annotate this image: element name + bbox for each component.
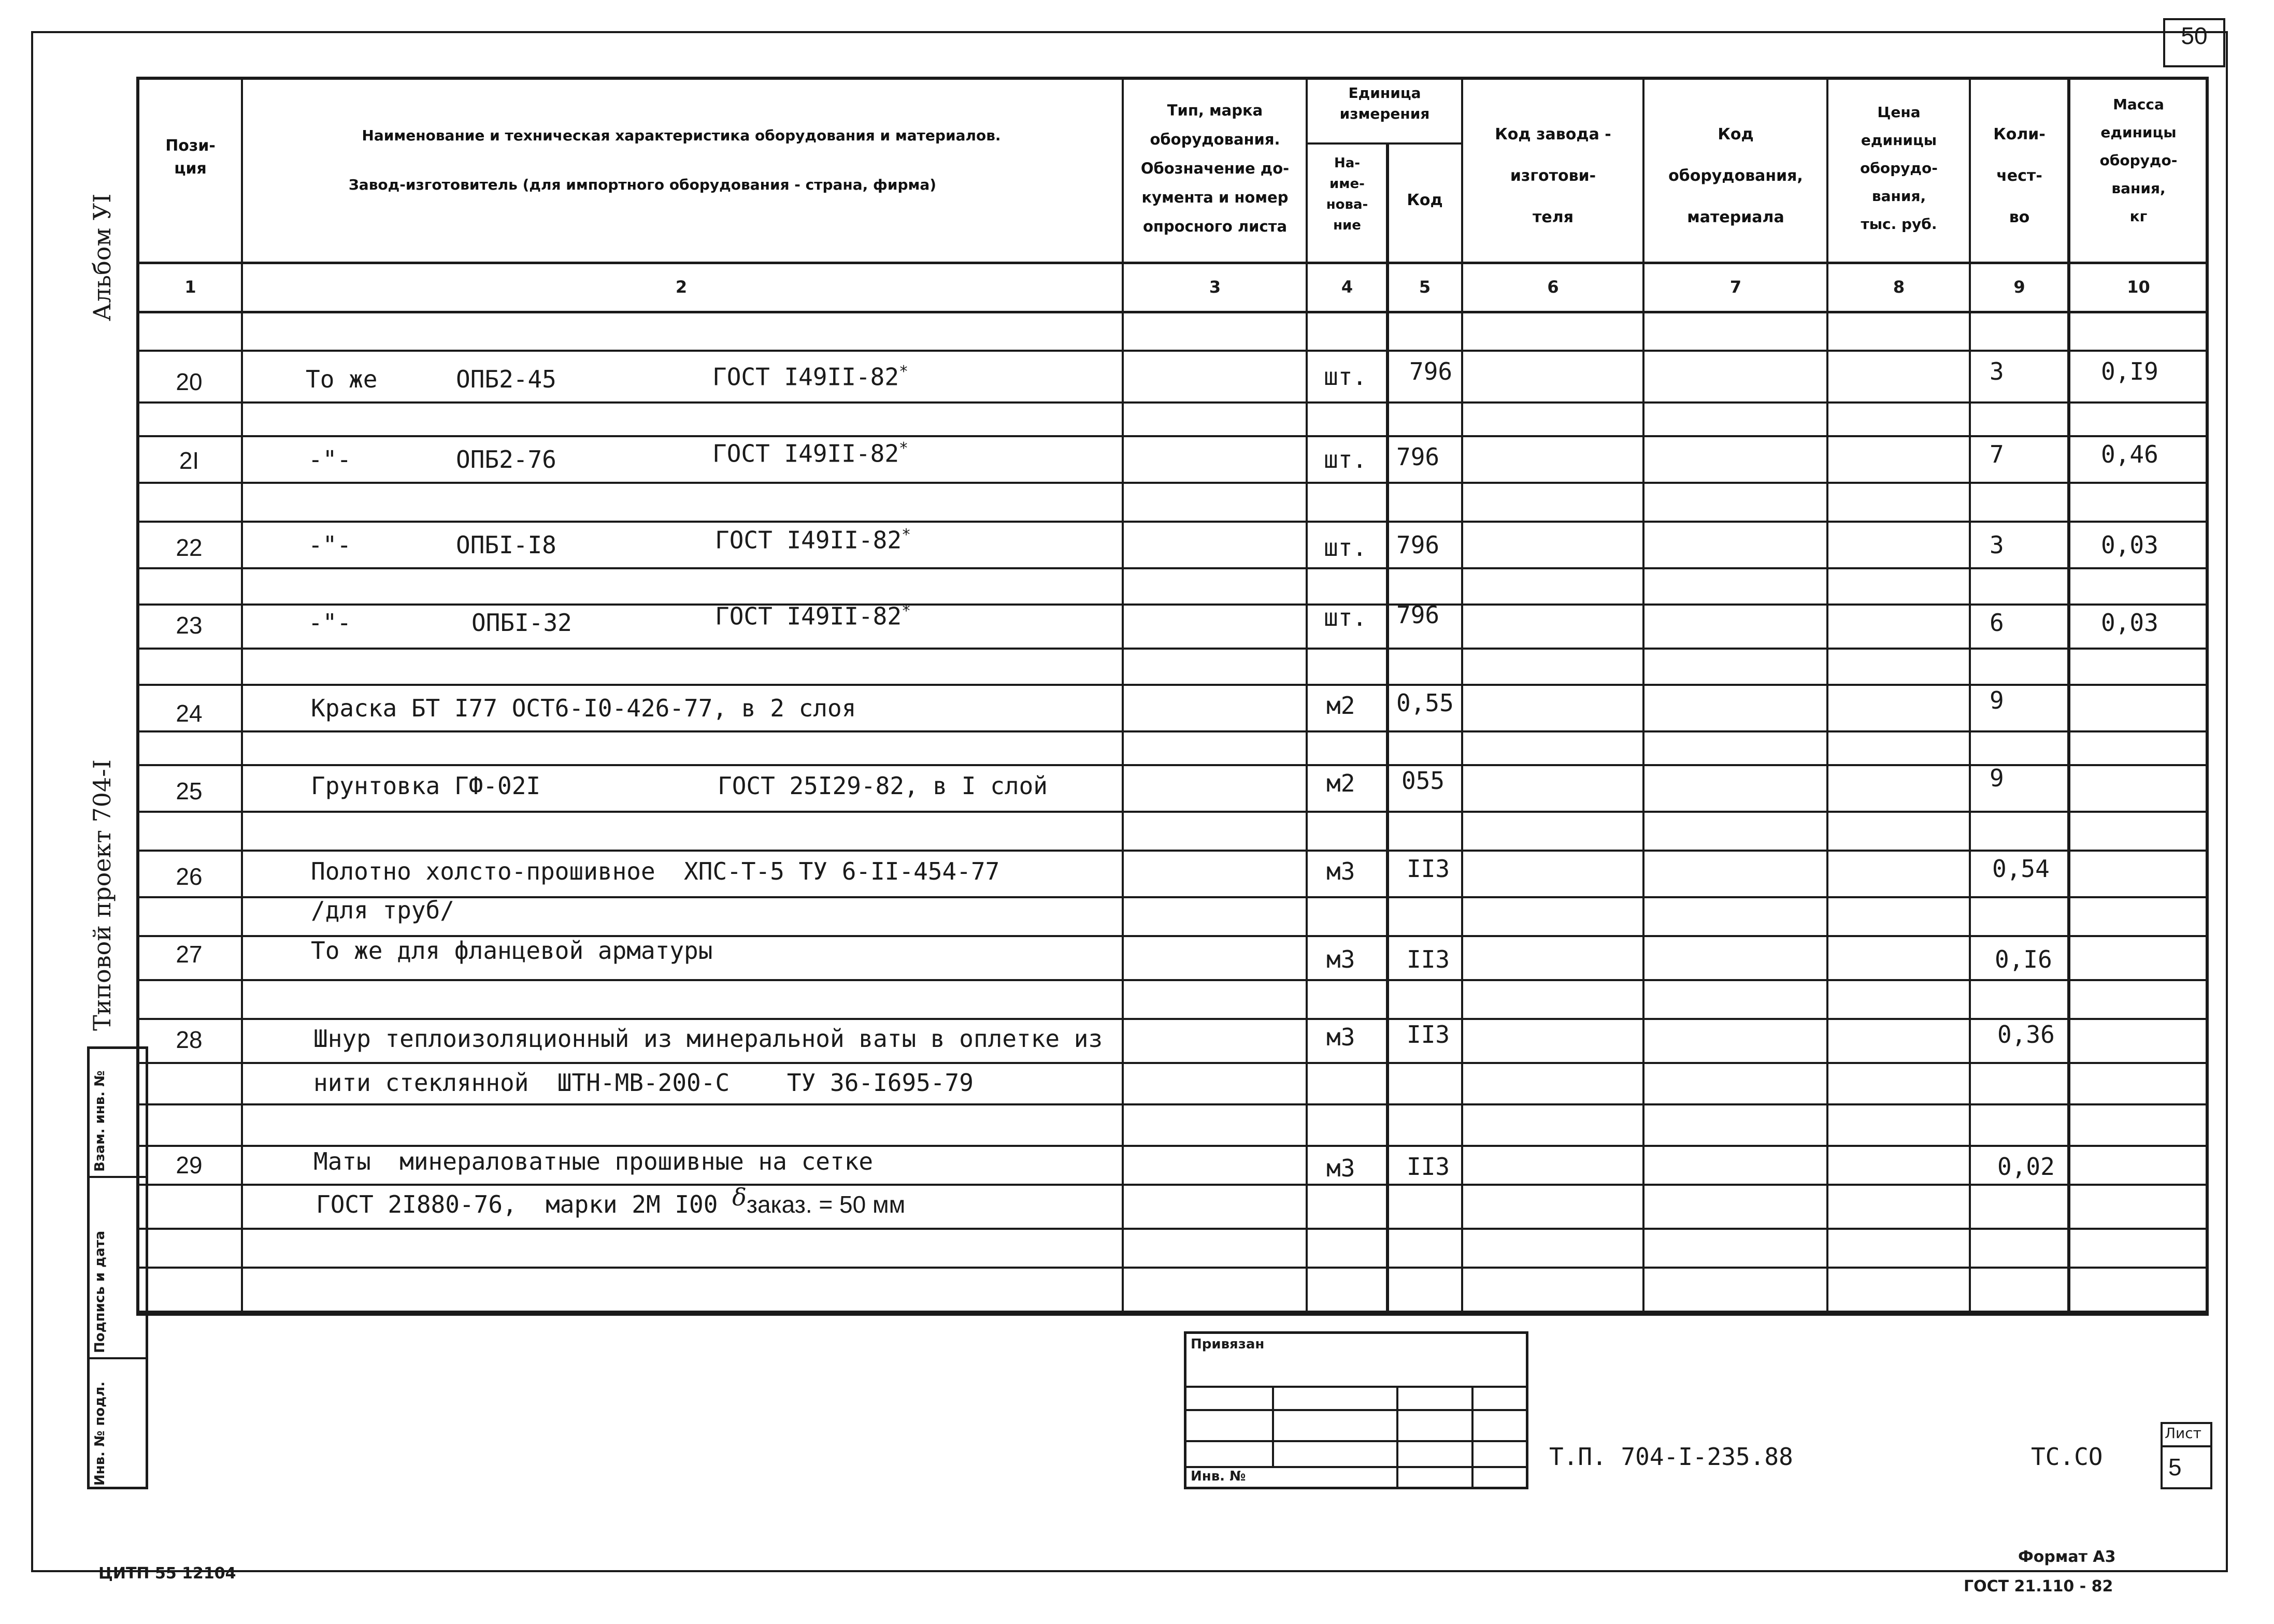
- col-line-1: [241, 77, 243, 1312]
- stamp-line-3: [1184, 1440, 1528, 1442]
- header-price: Цена единицы оборудо- вания, тыс. руб.: [1860, 104, 1938, 233]
- row-23-code: 796: [1396, 601, 1440, 629]
- project-label: Типовой проект 704-I: [88, 759, 116, 1031]
- doc-mark: ТС.СО: [2031, 1443, 2103, 1471]
- stamp-line-2: [1184, 1409, 1528, 1411]
- row-line: [136, 521, 2209, 523]
- row-27-qty: 0,I6: [1995, 945, 2052, 973]
- stamp-vline-3: [1471, 1386, 1474, 1489]
- colnum-5: 5: [1419, 277, 1431, 297]
- row-line: [136, 1103, 2209, 1105]
- stamp-line-4: [1184, 1466, 1528, 1468]
- row-22-mark: ОПБI-I8: [456, 531, 556, 559]
- inv-podl-label: Инв. № подл.: [92, 1381, 108, 1486]
- row-21-mass: 0,46: [2101, 440, 2158, 468]
- row-line: [136, 979, 2209, 981]
- row-line: [136, 811, 2209, 813]
- delta-symbol: δ: [732, 1183, 747, 1211]
- row-26-name-line2: /для труб/: [311, 896, 454, 924]
- row-28-unit: м3: [1326, 1023, 1355, 1051]
- row-line: [136, 1228, 2209, 1230]
- row-line: [136, 350, 2209, 352]
- header-quantity: Коли- чест- во: [1993, 125, 2046, 226]
- row-23-mass: 0,03: [2101, 609, 2158, 637]
- row-line: [136, 1062, 2209, 1064]
- colnum-6: 6: [1547, 277, 1559, 297]
- header-unit: Единица измерения: [1339, 84, 1430, 122]
- row-24-qty: 9: [1990, 686, 2004, 714]
- row-20-code: 796: [1409, 357, 1453, 385]
- row-line: [136, 648, 2209, 650]
- header-position: Пози- ция: [165, 137, 216, 178]
- table-bottom-line: [136, 1311, 2209, 1314]
- col-line-3: [1306, 77, 1308, 1312]
- sheet-number-top: 50: [2181, 22, 2208, 49]
- header-name-line1: Наименование и техническая характеристика оборудования и материалов.: [362, 127, 1001, 144]
- footer-left: ЦИТП 55 12104: [98, 1564, 236, 1583]
- column-number-row-line: [136, 311, 2209, 313]
- header-mass: Масса единицы оборудо- вания, кг: [2099, 96, 2178, 225]
- row-25-position: 25: [176, 778, 203, 804]
- row-24-position: 24: [176, 700, 203, 727]
- row-line: [136, 730, 2209, 732]
- header-unit-name: На- име- нова- ние: [1326, 155, 1368, 233]
- header-unit-code: Код: [1407, 191, 1443, 209]
- col-line-6: [1642, 77, 1644, 1312]
- row-26-code: II3: [1407, 855, 1450, 883]
- row-line: [136, 1267, 2209, 1269]
- col-line-2: [1122, 77, 1124, 1312]
- row-line: [136, 1145, 2209, 1147]
- row-23-unit: шт.: [1324, 603, 1367, 631]
- unit-subheader-line: [1306, 142, 1461, 145]
- colnum-7: 7: [1729, 277, 1742, 297]
- row-23-name: -"-: [308, 609, 352, 637]
- stamp-vline-2: [1396, 1386, 1398, 1489]
- row-20-mass: 0,I9: [2101, 357, 2158, 385]
- colnum-9: 9: [2013, 277, 2025, 297]
- row-21-unit: шт.: [1324, 445, 1367, 473]
- row-28-qty: 0,36: [1997, 1021, 2055, 1048]
- row-28-code: II3: [1407, 1021, 1450, 1048]
- row-21-doc: ГОСТ I49II-82*: [712, 439, 909, 468]
- row-29-unit: м3: [1326, 1154, 1355, 1182]
- col-line-4: [1386, 142, 1389, 1312]
- list-number: 5: [2168, 1454, 2182, 1481]
- row-29-code: II3: [1407, 1153, 1450, 1181]
- podpis-data-label: Подпись и дата: [92, 1230, 108, 1353]
- col-line-9: [2067, 77, 2070, 1312]
- stamp-privyazan: Привязан: [1191, 1336, 1265, 1352]
- row-22-code: 796: [1396, 531, 1440, 559]
- row-23-mark: ОПБI-32: [471, 609, 572, 637]
- list-box-divider: [2161, 1445, 2212, 1447]
- row-29-name-line2: ГОСТ 2I880-76, марки 2М I00 δзаказ. = 50 мм: [316, 1183, 906, 1218]
- row-26-unit: м3: [1326, 857, 1355, 885]
- row-28-position: 28: [176, 1026, 203, 1053]
- colnum-2: 2: [675, 277, 688, 297]
- header-name-line2: Завод-изготовитель (для импортного оборудования - страна, фирма): [348, 176, 937, 193]
- row-21-name: -"-: [308, 445, 352, 473]
- row-line: [136, 684, 2209, 686]
- colnum-4: 4: [1341, 277, 1353, 297]
- row-22-mass: 0,03: [2101, 531, 2158, 559]
- row-22-name: -"-: [308, 531, 352, 559]
- side-divider-2: [87, 1357, 148, 1359]
- row-24-name: Краска БТ I77 ОСТ6-I0-426-77, в 2 слоя: [311, 694, 856, 722]
- row-line: [136, 567, 2209, 569]
- row-20-unit: шт.: [1324, 363, 1367, 391]
- colnum-3: 3: [1209, 277, 1221, 297]
- row-28-name-line2: нити стеклянной ШТН-МВ-200-С ТУ 36-I695-79: [313, 1069, 974, 1097]
- row-20-position: 20: [176, 368, 203, 395]
- row-24-unit: м2: [1326, 692, 1355, 720]
- row-27-name: То же для фланцевой арматуры: [311, 937, 713, 965]
- header-bottom-line: [136, 262, 2209, 264]
- row-27-position: 27: [176, 941, 203, 968]
- row-29-qty: 0,02: [1997, 1153, 2055, 1181]
- row-29-name: Маты минераловатные прошивные на сетке: [313, 1147, 874, 1175]
- col-line-8: [1969, 77, 1971, 1312]
- row-22-doc: ГОСТ I49II-82*: [715, 526, 911, 554]
- header-equipment-code: Код оборудования, материала: [1668, 125, 1803, 226]
- row-20-doc: ГОСТ I49II-82*: [712, 363, 909, 391]
- row-line: [136, 1018, 2209, 1020]
- row-22-unit: шт.: [1324, 534, 1367, 562]
- stamp-inv-no: Инв. №: [1191, 1469, 1246, 1484]
- doc-code: Т.П. 704-I-235.88: [1549, 1443, 1793, 1471]
- row-line: [136, 1184, 2209, 1186]
- row-29-position: 29: [176, 1152, 203, 1179]
- list-label: Лист: [2165, 1425, 2201, 1442]
- colnum-8: 8: [1893, 277, 1905, 297]
- row-23-position: 23: [176, 612, 203, 639]
- row-20-mark: ОПБ2-45: [456, 365, 556, 393]
- row-26-name: Полотно холсто-прошивное ХПС-Т-5 ТУ 6-II-454-77: [311, 857, 1000, 885]
- stamp-line-1: [1184, 1386, 1528, 1388]
- row-22-qty: 3: [1990, 531, 2004, 559]
- row-25-name: Грунтовка ГФ-02I: [311, 772, 541, 800]
- row-25-doc: ГОСТ 25I29-82, в I слой: [718, 772, 1048, 800]
- colnum-1: 1: [184, 277, 196, 297]
- row-22-position: 22: [176, 534, 203, 561]
- row-28-name: Шнур теплоизоляционный из минеральной ваты в оплетке из: [313, 1025, 1103, 1053]
- col-line-7: [1826, 77, 1828, 1312]
- row-line: [136, 850, 2209, 852]
- vzam-inv-label: Взам. инв. №: [92, 1070, 108, 1172]
- footer-format: Формат А3: [2018, 1548, 2116, 1566]
- row-line: [136, 401, 2209, 404]
- row-26-position: 26: [176, 863, 203, 890]
- row-line: [136, 435, 2209, 437]
- row-23-doc: ГОСТ I49II-82*: [715, 602, 911, 630]
- album-label: Альбом УI: [88, 193, 116, 321]
- row-20-qty: 3: [1990, 357, 2004, 385]
- header-factory-code: Код завода - изготови- теля: [1495, 125, 1611, 226]
- row-25-code: 055: [1401, 767, 1445, 795]
- col-line-5: [1461, 77, 1463, 1312]
- row-24-code: 0,55: [1396, 689, 1454, 717]
- colnum-10: 10: [2127, 277, 2150, 297]
- row-25-qty: 9: [1990, 764, 2004, 792]
- row-27-code: II3: [1407, 945, 1450, 973]
- header-type: Тип, марка оборудования. Обозначение до- кумента и номер опросного листа: [1140, 102, 1290, 235]
- row-23-qty: 6: [1990, 609, 2004, 637]
- row-line: [136, 764, 2209, 766]
- row-line: [136, 482, 2209, 484]
- stamp-vline-1: [1272, 1386, 1274, 1466]
- row-21-qty: 7: [1990, 440, 2004, 468]
- row-line: [136, 603, 2209, 606]
- row-21-position: 2I: [179, 447, 199, 474]
- row-21-code: 796: [1396, 443, 1440, 471]
- row-20-name: То же: [306, 365, 378, 393]
- row-25-unit: м2: [1326, 769, 1355, 797]
- row-27-unit: м3: [1326, 945, 1355, 973]
- footer-gost: ГОСТ 21.110 - 82: [1964, 1577, 2113, 1596]
- row-26-qty: 0,54: [1992, 855, 2050, 883]
- row-21-mark: ОПБ2-76: [456, 445, 556, 473]
